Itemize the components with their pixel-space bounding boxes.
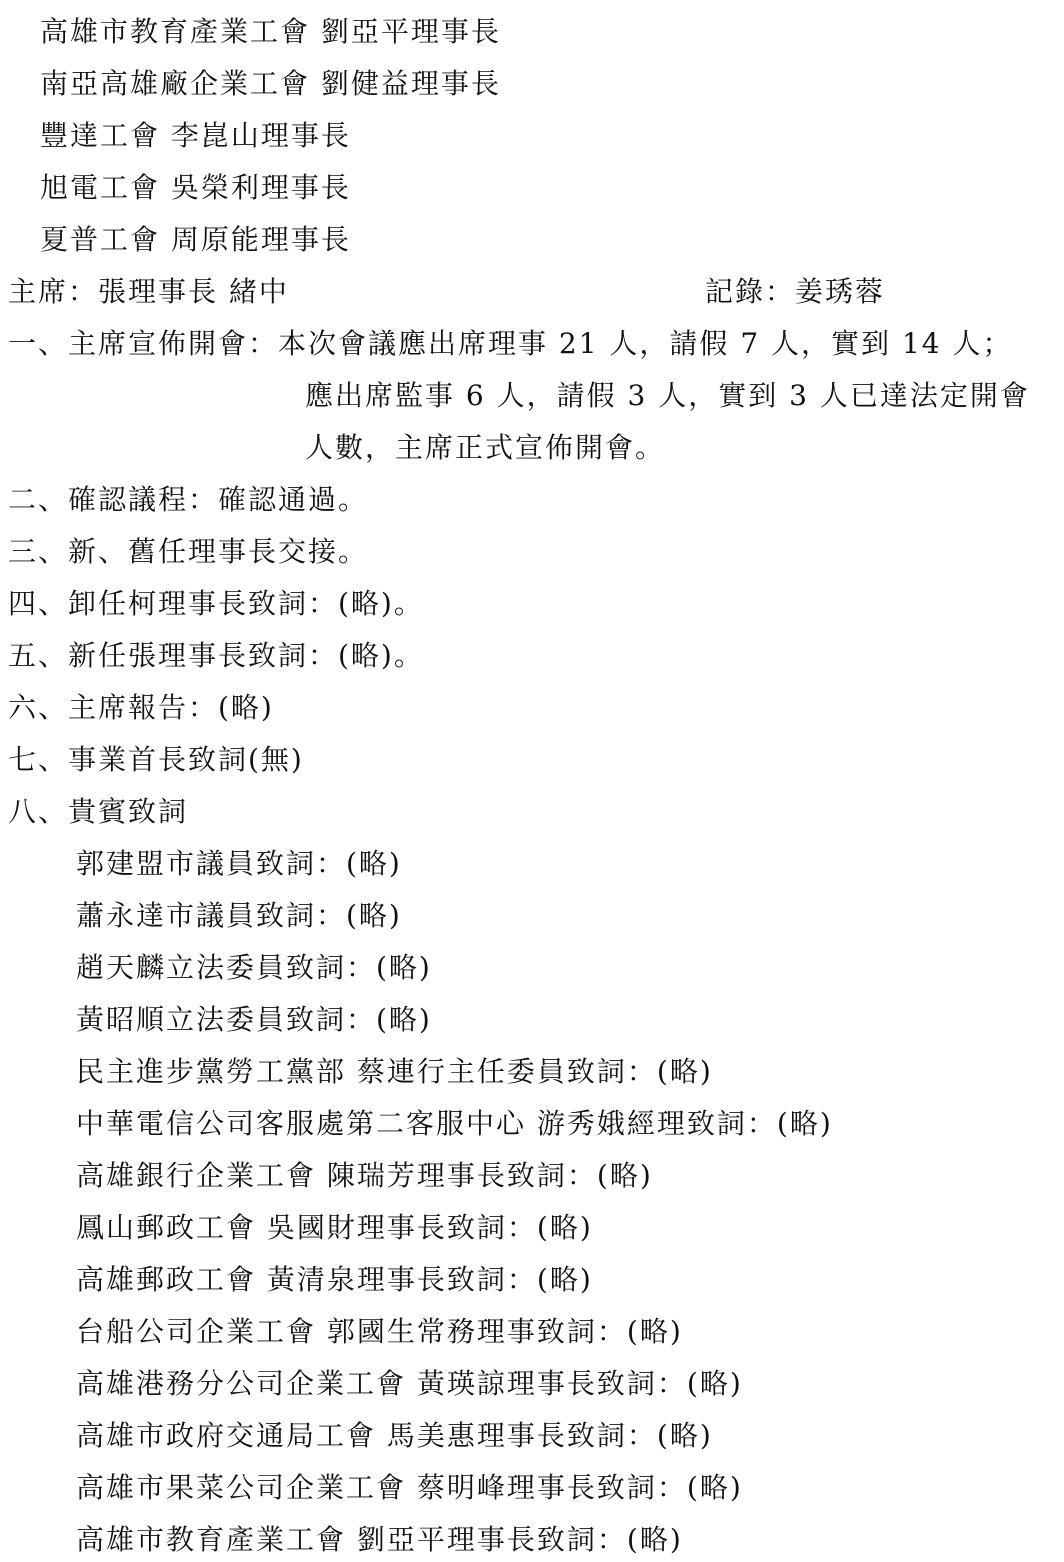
guest-speech-item: 高雄市政府交通局工會 馬美惠理事長致詞：(略) — [76, 1419, 713, 1452]
guest-speech-item: 蕭永達市議員致詞：(略) — [76, 899, 402, 932]
recorder-line: 記錄：姜琇蓉 — [705, 275, 886, 308]
guest-speech-item: 趙天麟立法委員致詞：(略) — [76, 951, 432, 984]
section-6-chair-report: 六、主席報告：(略) — [8, 691, 274, 724]
attendee-line: 豐達工會 李崑山理事長 — [40, 119, 351, 152]
guest-speech-item: 鳳山郵政工會 吳國財理事長致詞：(略) — [76, 1211, 593, 1244]
guest-speech-item: 高雄郵政工會 黃清泉理事長致詞：(略) — [76, 1263, 593, 1296]
attendee-line: 南亞高雄廠企業工會 劉健益理事長 — [40, 67, 501, 100]
guest-speech-item: 高雄銀行企業工會 陳瑞芳理事長致詞：(略) — [76, 1159, 653, 1192]
section-2-agenda-confirm: 二、確認議程：確認通過。 — [8, 483, 369, 516]
guest-speech-item: 郭建盟市議員致詞：(略) — [76, 847, 402, 880]
guest-speech-item: 中華電信公司客服處第二客服中心 游秀娥經理致詞：(略) — [76, 1107, 833, 1140]
section-8-guest-speeches: 八、貴賓致詞 — [8, 795, 189, 828]
guest-speech-item: 高雄市果菜公司企業工會 蔡明峰理事長致詞：(略) — [76, 1471, 743, 1504]
section-7-executive-speech: 七、事業首長致詞(無) — [8, 743, 304, 776]
section-5-incoming-speech: 五、新任張理事長致詞：(略)。 — [8, 639, 424, 672]
section-1-opening: 一、主席宣佈開會：本次會議應出席理事 21 人，請假 7 人，實到 14 人； — [8, 327, 1013, 360]
section-4-outgoing-speech: 四、卸任柯理事長致詞：(略)。 — [8, 587, 424, 620]
guest-speech-item: 黃昭順立法委員致詞：(略) — [76, 1003, 432, 1036]
section-1-continuation: 人數，主席正式宣佈開會。 — [305, 431, 666, 464]
attendee-line: 旭電工會 吳榮利理事長 — [40, 171, 351, 204]
guest-speech-item: 高雄港務分公司企業工會 黃瑛諒理事長致詞：(略) — [76, 1367, 743, 1400]
guest-speech-item: 台船公司企業工會 郭國生常務理事致詞：(略) — [76, 1315, 683, 1348]
section-3-handover: 三、新、舊任理事長交接。 — [8, 535, 369, 568]
chair-line: 主席：張理事長 緒中 — [8, 275, 289, 308]
attendee-line: 高雄市教育產業工會 劉亞平理事長 — [40, 15, 501, 48]
guest-speech-item: 高雄市教育產業工會 劉亞平理事長致詞：(略) — [76, 1523, 683, 1556]
guest-speech-item: 民主進步黨勞工黨部 蔡連行主任委員致詞：(略) — [76, 1055, 713, 1088]
attendee-line: 夏普工會 周原能理事長 — [40, 223, 351, 256]
section-1-continuation: 應出席監事 6 人，請假 3 人，實到 3 人已達法定開會 — [305, 379, 1030, 412]
